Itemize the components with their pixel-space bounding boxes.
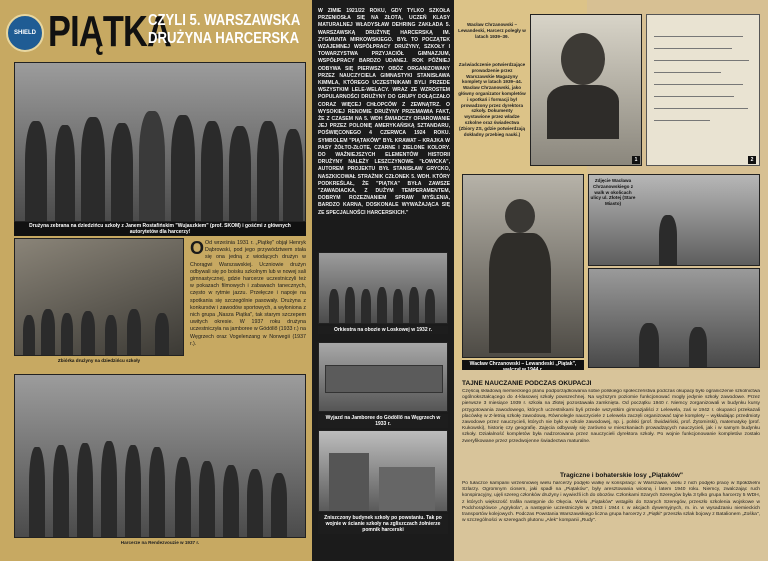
page-title: PIĄTKA xyxy=(48,7,172,56)
certificate-document xyxy=(646,14,760,166)
battle-caption: Zdjęcie Wacława Chrzanowskiego z walk w okolicach ulicy ul. Złotej (Stare Miasto) xyxy=(590,178,636,207)
battle-photo-bottom xyxy=(588,268,760,368)
train-caption: Wyjazd na Jamboree do Gödöllő na Węgrzech w 1933 r. xyxy=(318,414,448,428)
section-fate-text: Po tułaczce kampanii wrześniowej wielu harcerzy podjęło walkę w konspiracji: w Warszawie, wielu z nich podjęło pracę w Spółdzielni Szlarzy. Ogromnym ciosem, jaki spadł na „Piątaków", były aresztowania wiosną i latem 1940 roku. Niemcy, zwalczając ruch konspiracyjny, ujęli szereg członków drużyny i wywieźli ich do obozów. Członkami Szarych Szeregów była 3 tylko grupa harcerzy 5 WDH, z których większość trafiła następnie do Okęcia. Wielu „Piątaków" wstąpiło do Szarych Szeregów, przeszło szkolenia wojskowe w Podchorążówce „Agrykola", a następnie uczestniczyło w 1943 i 1944 r. w akcjach dywersyjnych, m. in. w wysadzaniu niemieckich transportów kolejowych. Podczas Powstania Warszawskiego liczna grupa harcerzy z „Piątki" przeszła szlak bojowy z Batalionem „Zośka", w szczególności w szeregach plutonu „Alek" kompanii „Rudy". xyxy=(462,481,760,524)
portrait-note: Wacław Chrzanowski – Lewandeski, Harcerz poległy w latach 1939–39. xyxy=(458,22,526,39)
orchestra-photo xyxy=(318,252,448,324)
group-photo-caption: Drużyna zebrana na dziedzińcu szkoły z Janem Rostafińskim "Wujaszkiem" (prof. SKOM) i gośćmi z głównych autorytetów dla harcerzy! xyxy=(14,222,306,236)
ruins-caption: Zniszczony budynek szkoły po powstaniu. Tak po wojnie w ścianie szkoły na zgliszczach żołnierze pomnik harcerski xyxy=(318,514,448,534)
soldier-caption: Wacław Chrzanowski – Lewandeski „Piątak", xyxy=(462,360,584,374)
portrait-photo xyxy=(530,14,642,166)
dropcap: O xyxy=(190,240,205,258)
section-occupation-title: TAJNE NAUCZANIE PODCZAS OKUPACJI xyxy=(462,380,592,387)
courtyard-caption: Zbiórka drużyny na dziedzińcu szkoły xyxy=(57,358,141,363)
section-fate-title: Tragiczne i bohaterskie losy „Piątaków" xyxy=(560,472,684,479)
train-photo xyxy=(318,342,448,412)
number-badge-1: 1 xyxy=(632,156,640,164)
group-photo xyxy=(14,62,306,222)
subtitle-line-2: DRUŻYNA HARCERSKA xyxy=(148,30,300,47)
subtitle-line-1: CZYLI 5. WARSZAWSKA xyxy=(148,12,301,29)
scout-logo-icon: SHIELD xyxy=(6,14,44,52)
march-photo xyxy=(14,374,306,538)
courtyard-photo xyxy=(14,238,184,356)
march-caption: Harcerze na Rendezvouzie w 1937 r. xyxy=(120,540,200,545)
history-text: W ZIMIE 1921/22 ROKU, GDY TYLKO SZKOŁA PRZENIOSŁA SIĘ NA ZŁOTĄ, UCZEŃ KLASY MATURALNEJ WŁADYSŁAW DEHRING ZAKŁADA 5. WARSZAWSKĄ DRUŻYNĘ HARCERSKĄ IM. ZYGMUNTA MIRKOWSKIEGO. BYŁ TO POCZĄTEK WZAJEMNEJ WSPÓŁPRACY DRUŻYNY, SZKOŁY I TOWARZYSTWA PRZYJACIÓŁ GIMNAZJUM, WSPÓŁPRACY BARDZO UDANEJ. ROK PÓŹNIEJ ODBYWA SIĘ PIERWSZY OBÓZ ORGANIZOWANY PRZEZ NAUCZYCIELA GIMNASTYKI STANISŁAWA KIMMLA, KTÓREGO UCZESTNIKAMI BYLI PRZEDE WSZYSTKIM LELE-WELACY. WRAZ ZE WZROSTEM POPULARNOŚCI DRUŻYNY DO GRUPY DOŁĄCZAŁO CORAZ WIĘCEJ CHŁOPCÓW Z ZEWNĄTRZ. O WYSOKIEJ RENOMIE DRUŻYNY PRZEMAWIA FAKT, ŻE Z CZASEM NA 5. WDH ŚWIADCZY OFIAROWANIE JEJ PRZEZ POLONIĘ AMERYKAŃSKĄ SZTANDARU, POŚWIĘCONEGO 4 CZERWCA 1924 ROKU. SYMBOLEM "PIĄTAKÓW" BYŁ KRAWAT – KRAJKA W PASY ŻÓŁTO-ZŁOTE, CZARNE I ZIELONE KOLORY. DO WAŻNIEJSZYCH ELEMENTÓW HISTORII DRUŻYNY NALEŻY LESZCZYNOWE "ŁOWICKA", AUTOREM PROJEKTU BYŁ STANISŁAW GRYCKO, NASZKICOWAŁ STRAŻNIK CZŁONEK 5. WDH. KTÓRY PODKREŚLAŁ, ŻE "PIĄTKA" BYŁA ZAWSZE "ZAWADIACKA, Z DUŻYM TEMPERAMENTEM, DOBRYM ROZEZNANIEM SPRAW MYŚLENIA, BARDZO KARNA, DOSKONALE WYWAŻAJĄCA SIĘ ZE SPECJALNOŚCI HARCERSKICH." xyxy=(318,8,450,216)
document-note: Zaświadczenie potwierdzające prowadzenie przez Warszawskie Magazyny komplety w latach 1939–44. Wacław Chrzanowski, jako główny organizator kompletów i spotkań i formacji był prowadzony przez dyrektora szkoły. Dokumenty wystawione przez władze szkolne oraz świadectwa (Zbiory ZS, gdzie potwierdzają dokładny przebieg nauki.) xyxy=(458,62,526,137)
number-badge-2: 2 xyxy=(748,156,756,164)
soldier-photo xyxy=(462,174,584,358)
section-occupation-text: Częścią składową niemieckiego planu podporządkowania sobie polskiego społeczeństwa podczas okupacji było ograniczenie szkolnictwa ogólnokształcącego do 4-klasowej szkoły powszechnej. Na wyższym poziomie funkcjonować mogły jedynie szkoły zawodowe. Przez pierwsze 3 miesiące 1939 r. szkoła na Złotej pozostawała zamknięta. Od początku 1940 r. Niemcy zorganizowali w budynku kursy przygotowania zawodowego, których uczestnikami byli przede wszystkim gimnazjaliści z Lelewela, zaś w 1942 r. okupanci przekazali placówkę w Z-letnią szkołę zawodową. Równolegle nauczyciele z Lelewela zaczęli organizować tajne komplety – wykładając przedmioty zawodowe przez nauczycieli, których nie było w szkole zawodowej, np. j. polski (prof. Świdwiński, prof. Żytomirski), matematykę (prof. Kukowski), historię czy geografię. Zajęcia odbywały się zarówno w mieszkaniach prowadzących nauczycieli, jak i w samym budynku szkoły. Działalność kompletów była nadzorowana przez nauczycieli dyrektora szkoły. Po wojnie funkcjonowanie kompletów zostało zweryfikowane przez przedwojenne świadectwa maturalne. xyxy=(462,389,760,444)
orchestra-caption: Orkiestra na obozie w Loskowej w 1932 r. xyxy=(318,326,448,334)
page-subtitle xyxy=(148,12,300,48)
ruins-photo xyxy=(318,430,448,512)
intro-paragraph: Od września 1931 r. „Piątkę" objął Henryk Dąbrowski, pod jego przywództwem stała się ona jedną z wiodących drużyn w Chorągwi Warszawskiej. Uczniowie drużyn odbywali się po boisku szkolnym lub w nowej sali gimnastycznej, gdzie harcerze uczestniczyli też w pokazach filmowych i zabawach tanecznych, często w rytmie jazzu. Przełęcze i napoje na spotkania się szczególnie pasowały. Drużyna z konkursów i zawodów sportowych, a wyłoniona z nich grupa „Nasza Piątka", tak starym szczepem uwitych okresie. W 1937 roku drużyna uczestniczyła na jamboree w Gödöllő (1933 r.) na Węgrzech oraz Vogelenzang w Norwegii (1937 r.). xyxy=(190,240,306,347)
intro-text xyxy=(190,240,306,370)
